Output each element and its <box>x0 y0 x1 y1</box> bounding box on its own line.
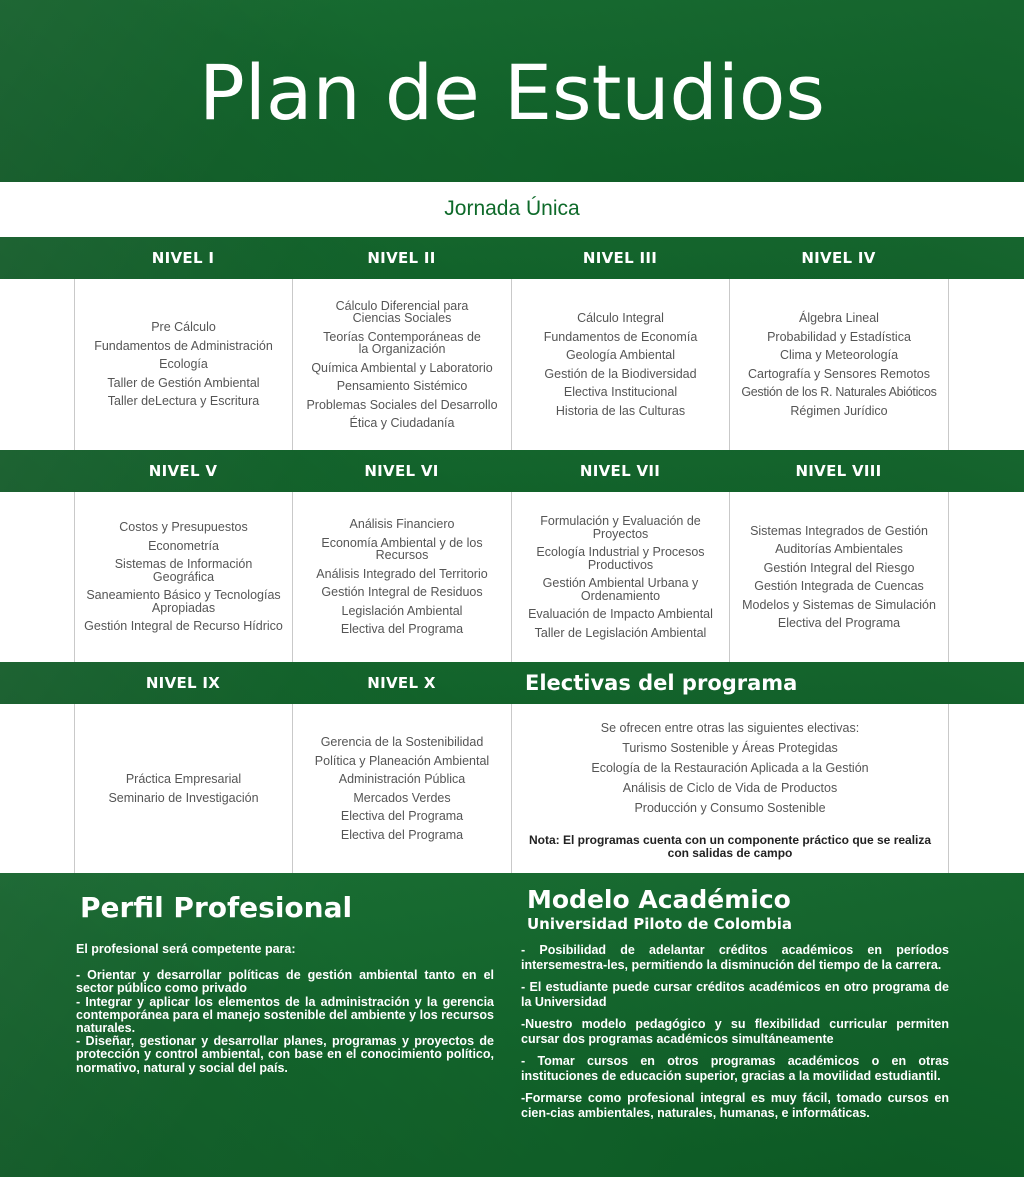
electivas-note-line-1: Nota: El programas cuenta con un componente práctico que se realiza <box>528 832 932 847</box>
level-5-title: NIVEL V <box>148 462 218 480</box>
subject: Legislación Ambiental <box>341 603 463 618</box>
subject: Historia de las Culturas <box>555 403 686 418</box>
level-8-subjects <box>729 492 949 662</box>
modelo-point: - Tomar cursos en otros programas académicos o en otras instituciones de educación superior, gracias a la movilidad estudiantil. <box>521 1054 949 1083</box>
level-9-title: NIVEL IX <box>145 674 221 692</box>
subject: Gestión Integral de Residuos <box>321 585 483 600</box>
subject: Ecología Industrial y Procesos Productivos <box>536 545 705 572</box>
level-4-subjects <box>729 279 949 450</box>
electivas-note <box>529 834 931 859</box>
subject: Política y Planeación Ambiental <box>314 753 490 768</box>
level-row-2 <box>0 492 1024 662</box>
subject: Geología Ambiental <box>565 348 676 362</box>
subject: Gestión Integral del Riesgo <box>763 560 915 575</box>
subject: Mercados Verdes <box>353 790 451 805</box>
electivas-title: Electivas del programa <box>525 671 798 695</box>
subject: Gestión Integrada de Cuencas <box>754 579 924 593</box>
subject: Electiva del Programa <box>340 809 464 823</box>
electiva-item: Ecología de la Restauración Aplicada a la Gestión <box>591 760 869 775</box>
modelo-title: Modelo Académico <box>527 885 791 914</box>
subject: Sistemas de Información Geográfica <box>114 557 253 584</box>
modelo-subtitle: Universidad Piloto de Colombia <box>527 915 793 933</box>
subject: Electiva Institucional <box>563 385 678 399</box>
level-6-title: NIVEL VI <box>364 462 439 480</box>
level-9-subjects <box>74 704 292 873</box>
subject: Taller de Legislación Ambiental <box>534 625 707 640</box>
modelo-point: - El estudiante puede cursar créditos académicos en otro programa de la Universidad <box>521 980 949 1009</box>
subject: Gestión de la Biodiversidad <box>544 366 697 381</box>
level-header-bar-3 <box>0 662 1024 704</box>
subject: Pre Cálculo <box>151 320 216 335</box>
subject: Taller deLectura y Escritura <box>107 394 260 409</box>
subject: Ética y Ciudadanía <box>349 416 455 430</box>
subject: Teorías Contemporáneas de la Organización <box>323 329 481 356</box>
subject: Gestión de los R. Naturales Abióticos <box>741 385 937 399</box>
perfil-intro: El profesional será competente para: <box>76 942 296 956</box>
perfil-title: Perfil Profesional <box>80 891 353 924</box>
level-10-subjects <box>292 704 511 873</box>
subject: Evaluación de Impacto Ambiental <box>528 607 713 621</box>
level-6-subjects <box>292 492 511 662</box>
level-3-title: NIVEL III <box>582 249 658 267</box>
subject: Gerencia de la Sostenibilidad <box>320 735 484 749</box>
subject: Régimen Jurídico <box>790 403 888 418</box>
subject: Química Ambiental y Laboratorio <box>311 360 493 375</box>
level-2-subjects <box>292 279 511 450</box>
electiva-item: Análisis de Ciclo de Vida de Productos <box>622 780 838 795</box>
subject: Taller de Gestión Ambiental <box>107 375 260 390</box>
perfil-point: - Orientar y desarrollar políticas de gestión ambiental tanto en el sector público como privado <box>76 968 494 996</box>
level-4-title: NIVEL IV <box>801 249 876 267</box>
subject: Clima y Meteorología <box>779 348 899 362</box>
modelo-point: - Posibilidad de adelantar créditos académicos en períodos intersemestra-les, permitiendo la disminución del tiempo de la carrera. <box>521 943 949 972</box>
subject: Gestión Integral de Recurso Hídrico <box>84 619 283 634</box>
level-3-subjects <box>511 279 729 450</box>
footer-section <box>0 873 1024 1177</box>
subject: Pensamiento Sistémico <box>336 379 468 393</box>
subject: Gestión Ambiental Urbana y Ordenamiento <box>542 576 699 603</box>
subject: Econometría <box>148 538 219 553</box>
subject: Cálculo Diferencial para Ciencias Sociales <box>335 298 469 325</box>
level-8-title: NIVEL VIII <box>795 462 882 480</box>
subject: Formulación y Evaluación de Proyectos <box>540 514 701 541</box>
subject: Costos y Presupuestos <box>119 520 248 535</box>
level-10-title: NIVEL X <box>367 674 436 692</box>
level-5-subjects <box>74 492 292 662</box>
level-1-subjects <box>74 279 292 450</box>
level-7-title: NIVEL VII <box>579 462 661 480</box>
subject: Ecología <box>159 357 208 372</box>
subject: Cálculo Integral <box>577 311 664 325</box>
modelo-body <box>521 943 949 1128</box>
subject: Análisis Financiero <box>349 517 455 532</box>
subject: Seminario de Investigación <box>108 790 259 805</box>
subject: Problemas Sociales del Desarrollo <box>306 397 498 412</box>
modelo-point: -Nuestro modelo pedagógico y su flexibilidad curricular permiten cursar dos programas académicos simultáneamente <box>521 1017 949 1046</box>
subject: Electiva del Programa <box>777 616 901 630</box>
level-header-bar-1 <box>0 237 1024 279</box>
level-2-title: NIVEL II <box>367 249 436 267</box>
subject: Cartografía y Sensores Remotos <box>747 366 931 381</box>
subject: Análisis Integrado del Territorio <box>316 566 488 581</box>
subject: Electiva del Programa <box>340 827 464 842</box>
subject: Probabilidad y Estadística <box>767 329 911 344</box>
subject: Álgebra Lineal <box>799 311 879 325</box>
subject: Sistemas Integrados de Gestión <box>750 523 928 538</box>
electiva-item: Producción y Consumo Sostenible <box>634 800 826 815</box>
level-row-3 <box>0 704 1024 873</box>
level-1-title: NIVEL I <box>151 249 215 267</box>
subject: Saneamiento Básico y Tecnologías Apropiadas <box>86 588 281 615</box>
subject: Administración Pública <box>338 772 466 786</box>
level-7-subjects <box>511 492 729 662</box>
subject: Electiva del Programa <box>340 622 464 637</box>
electivas-intro: Se ofrecen entre otras las siguientes electivas: <box>600 720 860 735</box>
subject: Práctica Empresarial <box>125 772 242 786</box>
header-banner <box>0 0 1024 182</box>
subject: Fundamentos de Administración <box>94 338 273 353</box>
electivas-note-line-2: con salidas de campo <box>667 845 793 860</box>
page-title: Plan de Estudios <box>198 48 826 137</box>
perfil-point: - Diseñar, gestionar y desarrollar planes, programas y proyectos de protección y control ambiental, con base en el conocimiento político, normativo, natural y social del país. <box>76 1034 494 1075</box>
perfil-point: - Integrar y aplicar los elementos de la administración y la gerencia contemporánea para el manejo sostenible del ambiente y los recursos naturales. <box>76 994 494 1036</box>
level-row-1 <box>0 279 1024 450</box>
subject: Fundamentos de Economía <box>543 329 698 344</box>
subject: Modelos y Sistemas de Simulación <box>742 597 936 612</box>
modelo-point: -Formarse como profesional integral es muy fácil, tomado cursos en cien-cias ambientales, naturales, humanas, e informáticas. <box>521 1091 949 1120</box>
subject: Economía Ambiental y de los Recursos <box>321 535 483 563</box>
level-header-bar-2 <box>0 450 1024 492</box>
subject: Auditorías Ambientales <box>775 542 903 556</box>
electivas-panel <box>511 704 949 873</box>
electiva-item: Turismo Sostenible y Áreas Protegidas <box>622 740 838 755</box>
schedule-subtitle: Jornada Única <box>444 197 580 220</box>
perfil-body <box>76 943 494 1075</box>
